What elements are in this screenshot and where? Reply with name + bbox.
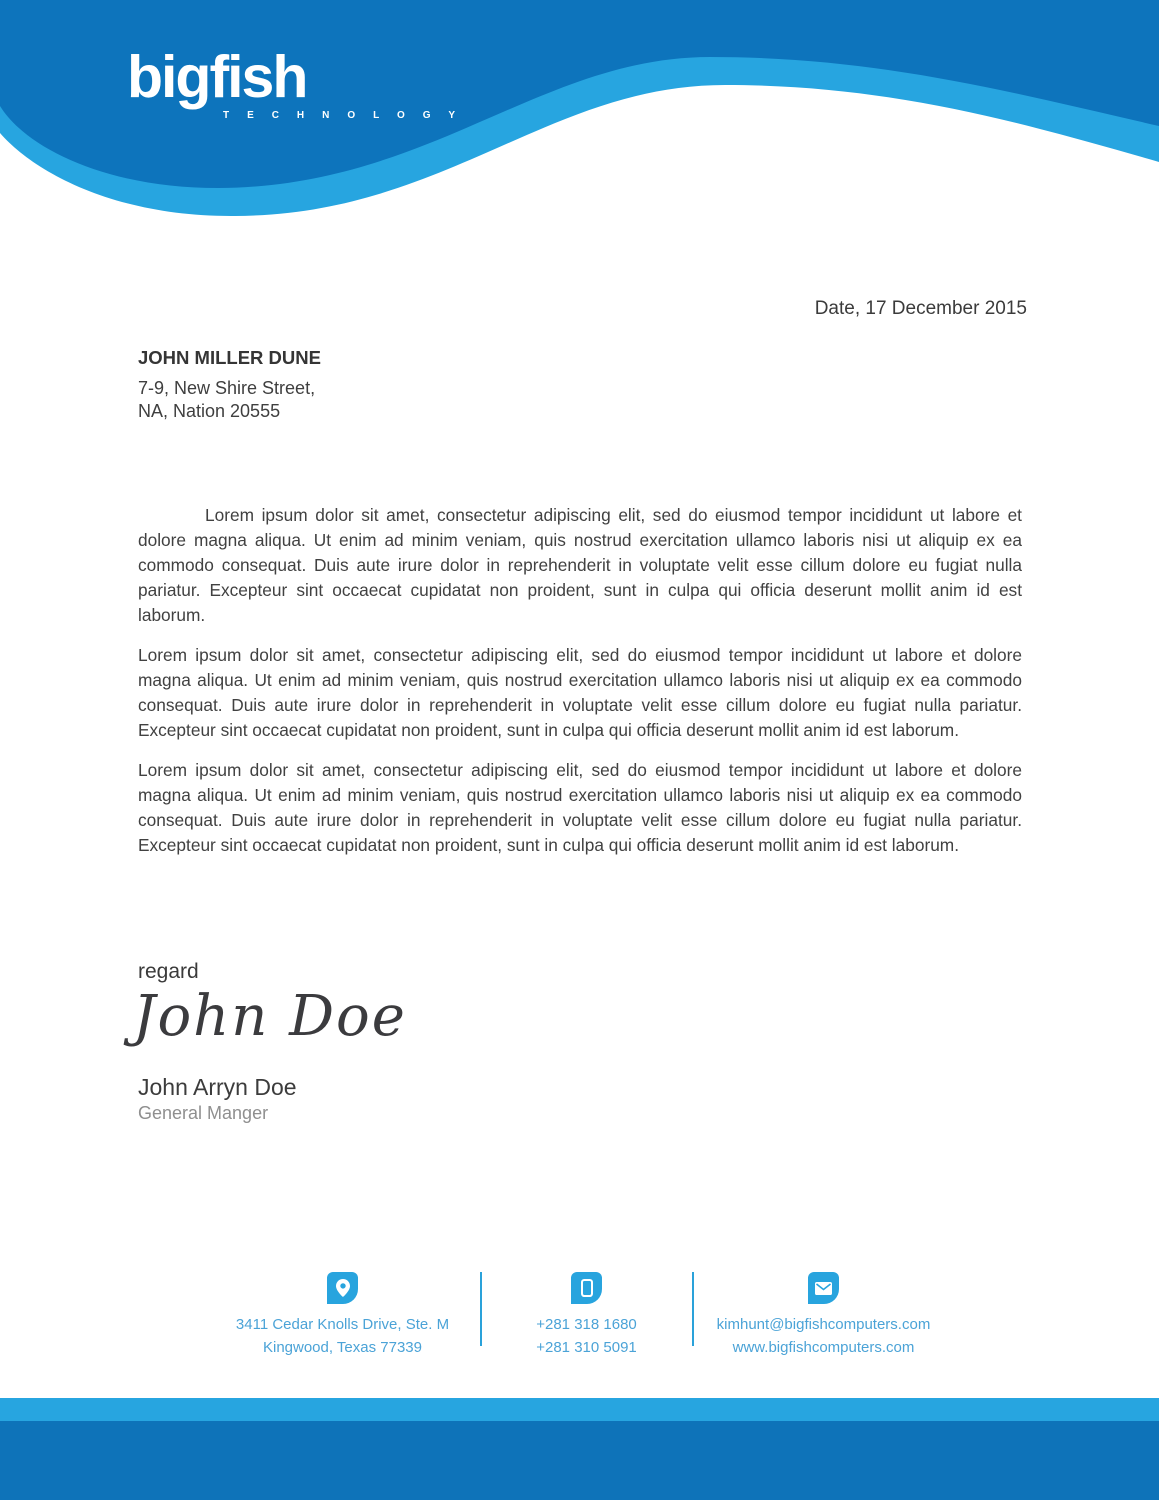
brand-name: bigfish	[127, 44, 307, 110]
sender-name: John Arryn Doe	[138, 1074, 297, 1100]
contact-address-line2: Kingwood, Texas 77339	[262, 1338, 422, 1356]
recipient-address-line1: 7-9, New Shire Street,	[138, 378, 316, 398]
contact-footer	[0, 1258, 1159, 1359]
sender-title: General Manger	[138, 1103, 269, 1123]
recipient-block	[138, 347, 321, 423]
recipient-address-line2: NA, Nation 20555	[138, 401, 281, 421]
contact-address-column	[218, 1258, 468, 1359]
footer-divider	[692, 1272, 694, 1346]
bottom-bar-dark	[0, 1421, 1159, 1500]
body-paragraph: Lorem ipsum dolor sit amet, consectetur adipiscing elit, sed do eiusmod tempor incididunt ut labore et dolore magna aliqua. Ut enim ad minim veniam, quis nostrud exercitation ullamco laboris nisi ut aliquip ex ea commodo consequat. Duis aute irure dolor in reprehenderit in voluptate velit esse cillum dolore eu fugiat nulla pariatur. Excepteur sint occaecat cupidatat non proident, sunt in culpa qui officia deserunt mollit anim id est laborum.	[138, 645, 1022, 740]
body-paragraph: Lorem ipsum dolor sit amet, consectetur adipiscing elit, sed do eiusmod tempor incididunt ut labore et dolore magna aliqua. Ut enim ad minim veniam, quis nostrud exercitation ullamco laboris nisi ut aliquip ex ea commodo consequat. Duis aute irure dolor in reprehenderit in voluptate velit esse cillum dolore eu fugiat nulla pariatur. Excepteur sint occaecat cupidatat non proident, sunt in culpa qui officia deserunt mollit anim id est laborum.	[138, 505, 1022, 625]
recipient-name: JOHN MILLER DUNE	[138, 347, 321, 368]
contact-email-column	[706, 1258, 942, 1359]
bottom-bar-light	[0, 1398, 1159, 1421]
bigfish-logo	[127, 44, 463, 121]
contact-address-line1: 3411 Cedar Knolls Drive, Ste. M	[235, 1316, 450, 1333]
brand-tagline: T E C H N O L O G Y	[223, 110, 463, 121]
letter-date: Date, 17 December 2015	[814, 298, 1027, 319]
contact-phone-line1: +281 318 1680	[536, 1316, 637, 1333]
closing-salutation: regard	[138, 960, 199, 983]
contact-phone-line2: +281 310 5091	[536, 1338, 637, 1356]
letter-body	[138, 503, 1022, 873]
footer-divider	[480, 1272, 482, 1346]
contact-email-line1: kimhunt@bigfishcomputers.com	[716, 1316, 931, 1333]
envelope-icon	[808, 1272, 839, 1304]
body-paragraph: Lorem ipsum dolor sit amet, consectetur adipiscing elit, sed do eiusmod tempor incididunt ut labore et dolore magna aliqua. Ut enim ad minim veniam, quis nostrud exercitation ullamco laboris nisi ut aliquip ex ea commodo consequat. Duis aute irure dolor in reprehenderit in voluptate velit esse cillum dolore eu fugiat nulla pariatur. Excepteur sint occaecat cupidatat non proident, sunt in culpa qui officia deserunt mollit anim id est laborum.	[138, 760, 1022, 855]
header-wave-graphic	[0, 0, 1159, 245]
location-pin-icon	[327, 1272, 358, 1304]
contact-phone-column	[494, 1258, 680, 1359]
handwritten-signature: John Doe	[133, 984, 407, 1049]
contact-email-line2: www.bigfishcomputers.com	[732, 1338, 915, 1356]
phone-icon	[571, 1272, 602, 1304]
